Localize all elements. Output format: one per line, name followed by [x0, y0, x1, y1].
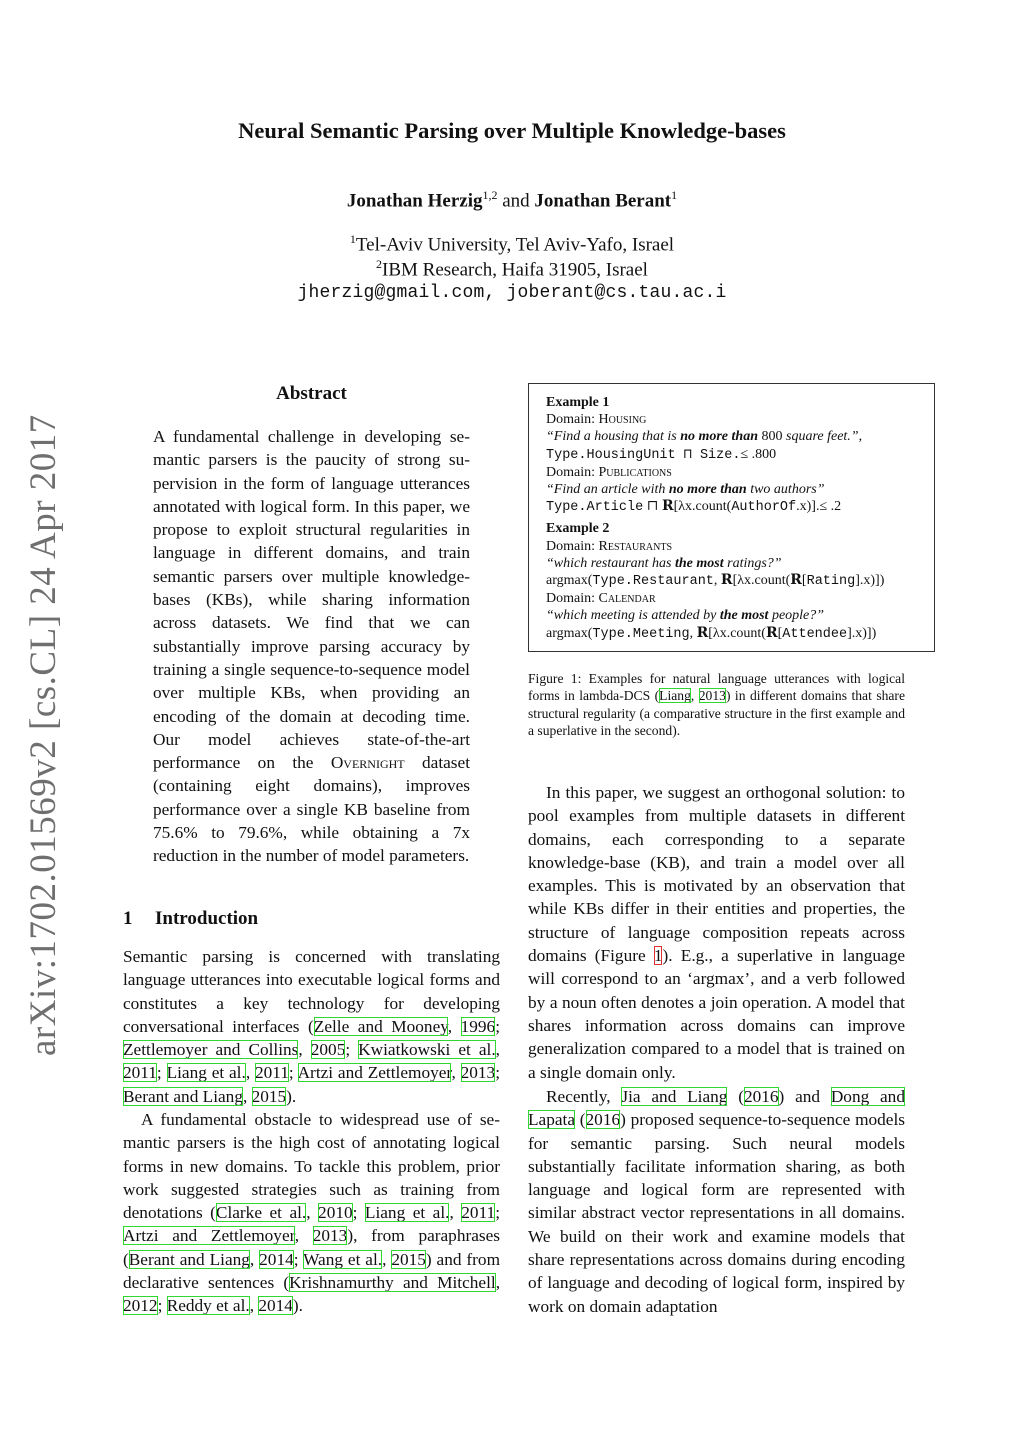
- citation-link[interactable]: Artzi and Zettlemoyer: [123, 1226, 295, 1246]
- citation-link[interactable]: Berant and Liang: [128, 1249, 250, 1269]
- figure-ref-link[interactable]: 1: [653, 946, 663, 966]
- domain-publications: Publications: [598, 464, 672, 480]
- domain-restaurants: Restaurants: [598, 538, 673, 554]
- caption-text: ) in different domains that share structural regularity (a comparative structure in the first example and a superlative in the second).: [528, 688, 905, 739]
- logical-form-op: argmax(: [546, 625, 593, 641]
- figure-1-content: [546, 394, 936, 643]
- author-2-affil: 1: [671, 188, 678, 202]
- logical-form-op: .x)].≤ .2: [796, 499, 842, 515]
- utterance-emphasis: the most: [675, 555, 724, 571]
- abstract-body: [153, 425, 470, 868]
- utterance: “which restaurant has: [546, 555, 675, 571]
- author-conj: and: [497, 190, 535, 212]
- paragraph-text: ), from paraphrases (: [123, 1226, 501, 1269]
- abstract-heading: Abstract: [276, 383, 347, 404]
- citation-year-link[interactable]: 1996: [460, 1016, 496, 1036]
- utterance: “Find an article with: [546, 482, 669, 498]
- section-title: Introduction: [155, 908, 259, 929]
- affiliation-1-mark: 1: [349, 232, 356, 246]
- domain-label: Domain:: [546, 412, 599, 428]
- reverse-operator: R: [765, 624, 778, 641]
- abstract-text-part1: A fundamental challenge in developing semantic parsers is the paucity of strong supervision in the form of language utterances annotated with logical form. In this paper, we propose to exploit structural regularities in language in different domains, and train semantic parsers over multiple knowledge-bases (KBs), while sharing information across datasets. We find that we can substantially improve parsing accuracy by training a single sequence-to-sequence model over multiple KBs, when providing an encoding of the domain at decoding time. Our model achieves state-of-the-art performance on the: [153, 427, 470, 773]
- utterance-emphasis: the most: [719, 608, 769, 624]
- affiliation-1: [0, 232, 1024, 256]
- utterance-number: 800: [758, 429, 786, 445]
- example-2-label: Example 2: [546, 521, 610, 537]
- paragraph-text: Semantic parsing is concerned with translating language utterances into executable logical forms and constitutes a key technology for developing conversational interfaces (: [123, 947, 500, 1036]
- citation-link[interactable]: Liang et al.: [166, 1063, 246, 1083]
- logical-form-op: ,: [689, 625, 697, 641]
- citation-link[interactable]: Clarke et al.: [215, 1203, 307, 1223]
- logical-form-relation: Rating: [806, 574, 856, 590]
- reverse-operator: R: [720, 572, 733, 589]
- reverse-operator: R: [661, 498, 674, 515]
- logical-form-op: ,: [713, 573, 721, 589]
- citation-link[interactable]: Jia and Liang: [621, 1087, 728, 1106]
- author-2: Jonathan Berant: [534, 190, 672, 212]
- author-1-affil: 1,2: [482, 188, 498, 202]
- utterance: square feet.”: [786, 429, 859, 445]
- citation-link[interactable]: Kwiatkowski et al.: [358, 1040, 496, 1060]
- citation-year-link[interactable]: 2011: [461, 1203, 496, 1223]
- utterance: “which meeting is attended by: [546, 608, 720, 624]
- citation-year-link[interactable]: 2016: [743, 1087, 779, 1106]
- paragraph-text: In this paper, we suggest an orthogonal solution: to pool examples from multiple datasets in different domains, each corresponding to a separate knowledge-base (KB), and train a model over all examples. This is motivated by an observation that while KBs differ in their entities and properties, the structure of language composition repeats across domains (Figure: [528, 783, 905, 966]
- figure-1-caption: Figure 1: Examples for natural language utterances with logical forms in lambda-DCS (Liang, 2013) in different domains that share structural regularity (a comparative structure in the first example and a superlative in the second).: [528, 671, 905, 739]
- utterance: ratings?”: [723, 555, 782, 571]
- logical-form-op: [λx.count(: [732, 573, 791, 589]
- logical-form-op: ⊓: [643, 499, 662, 515]
- domain-label: Domain:: [546, 538, 599, 554]
- author-line: [0, 188, 1024, 212]
- example-1-label: Example 1: [546, 395, 610, 410]
- logical-form: Type.HousingUnit ⊓ Size.: [546, 447, 741, 463]
- citation-link[interactable]: Zettlemoyer and Collins: [123, 1040, 299, 1060]
- paragraph-text: ).: [286, 1086, 297, 1106]
- citation-link[interactable]: Berant and Liang: [123, 1086, 243, 1106]
- logical-form-op: ].x)]): [847, 625, 877, 641]
- citation-link[interactable]: Wang et al.: [303, 1249, 383, 1269]
- logical-form-relation: Attendee: [782, 626, 848, 642]
- domain-calendar: Calendar: [598, 591, 656, 607]
- citation-link[interactable]: Artzi and Zettlemoyer: [297, 1063, 452, 1083]
- section-number: 1: [123, 908, 133, 929]
- citation-link[interactable]: Liang et al.: [364, 1203, 450, 1223]
- affiliation-2-mark: 2: [376, 257, 383, 271]
- intro-paragraph-1: Semantic parsing is concerned with translating language utterances into executable logical forms and constitutes a key technology for developing conversational interfaces (Zelle and Mooney, 1996; Zettlemoyer and Collins, 2005; Kwiatkowski et al., 2011; Liang et al., 2011; Artzi and Zettlemoyer, 2013; Berant and Liang, 2015).: [123, 947, 500, 1106]
- citation-year-link[interactable]: 2013: [698, 688, 726, 704]
- citation-link[interactable]: Reddy et al.: [166, 1296, 250, 1316]
- domain-housing: Housing: [598, 412, 647, 428]
- citation-year-link[interactable]: 2014: [259, 1249, 294, 1269]
- paragraph-text: ). E.g., a superlative in language will correspond to an ‘argmax’, and a verb followed by a noun often denotes a join operation. A model that shares information across domains can improve generalization compared to a model that is trained on a single domain only.: [528, 946, 906, 1082]
- utterance-punct: ,: [858, 429, 863, 445]
- affiliation-2: [0, 257, 1024, 281]
- logical-form: Type.Article: [546, 500, 644, 516]
- paragraph-text: ) and: [778, 1087, 831, 1106]
- citation-year-link[interactable]: 2005: [310, 1040, 346, 1060]
- utterance-emphasis: no more than: [668, 482, 747, 498]
- intro-paragraph-2: A fundamental obstacle to widespread use of semantic parsers is the high cost of annotating logical forms in new domains. To tackle this problem, prior work suggested strategies such as training from denotations (Clarke et al., 2010; Liang et al., 2011; Artzi and Zettlemoyer, 2013), from paraphrases (Berant and Liang, 2014; Wang et al., 2015) and from declarative sentences (Krishnamurthy and Mitchell, 2012; Reddy et al., 2014).: [123, 1110, 501, 1316]
- citation-year-link[interactable]: 2011: [123, 1063, 157, 1083]
- citation-link[interactable]: Dong and Lapata: [528, 1087, 905, 1130]
- citation-link[interactable]: Zelle and Mooney: [313, 1016, 448, 1036]
- citation-year-link[interactable]: 2015: [251, 1086, 287, 1106]
- citation-year-link[interactable]: 2013: [460, 1063, 496, 1083]
- logical-form-relation: AuthorOf: [731, 500, 797, 516]
- logical-form-op: [λx.count(: [673, 499, 732, 515]
- logical-form: Type.Restaurant: [592, 574, 714, 590]
- logical-form-tail: ≤ .800: [740, 446, 777, 462]
- citation-year-link[interactable]: 2011: [254, 1063, 289, 1083]
- paragraph-text: ).: [292, 1296, 303, 1316]
- reverse-operator: R: [696, 624, 709, 641]
- domain-label: Domain:: [546, 591, 599, 607]
- logical-form: Type.Meeting: [592, 626, 690, 642]
- paragraph-text: ) proposed sequence-to-sequence models for semantic parsing. Such neural models substantially facilitate information sharing, as both language and logical form are represented with similar abstract vector representations in all domains. We build on their work and examine models that share representations across domains during encoding of language and decoding of logical form, inspired by work on domain adaptation: [528, 1110, 905, 1316]
- logical-form-op: [: [777, 625, 783, 641]
- citation-year-link[interactable]: 2014: [258, 1296, 293, 1316]
- utterance: “Find a housing that is: [546, 429, 681, 445]
- paragraph-text: Recently,: [546, 1087, 622, 1106]
- utterance: two authors”: [746, 482, 825, 498]
- abstract-text-part2: dataset (containing eight domains), improves performance over a single KB baseline from 75.6% to 79.6%, while obtaining a 7x reduction in the number of model parameters.: [153, 753, 470, 866]
- dataset-name: Overnight: [330, 753, 405, 773]
- logical-form-op: ].x)]): [855, 573, 885, 589]
- citation-year-link[interactable]: 2010: [318, 1203, 353, 1223]
- logical-form-op: argmax(: [546, 573, 593, 589]
- affiliation-2-text: IBM Research, Haifa 31905, Israel: [382, 259, 648, 281]
- caption-text: Figure 1: Examples for natural language utterances with logical forms in lambda-DCS (: [528, 671, 905, 704]
- reverse-operator: R: [790, 572, 802, 589]
- paper-title: Neural Semantic Parsing over Multiple Knowledge-bases: [238, 118, 786, 143]
- citation-link[interactable]: Liang: [659, 688, 691, 704]
- utterance-emphasis: no more than: [680, 429, 758, 445]
- citation-year-link[interactable]: 2013: [312, 1226, 348, 1246]
- citation-year-link[interactable]: 2016: [585, 1110, 621, 1130]
- right-paragraph-1: [528, 781, 905, 1084]
- paragraph-text: A fundamental obstacle to widespread use of semantic parsers is the high cost of annotating logical forms in new domains. To tackle this problem, prior work suggested strategies such as training from denotations (: [123, 1110, 500, 1223]
- domain-label: Domain:: [546, 464, 599, 480]
- paragraph-text: ) and from declarative sentences (: [123, 1249, 501, 1293]
- right-paragraph-2: Recently, Jia and Liang (2016) and Dong and Lapata (2016) proposed sequence-to-sequence models for semantic parsing. Such neural models substantially facilitate information sharing, as both language and logical form are represented with similar abstract vector representations in all domains. We build on their work and examine models that share representations across domains during encoding of language and decoding of logical form, inspired by work on domain adaptation: [528, 1087, 905, 1316]
- citation-year-link[interactable]: 2015: [391, 1249, 426, 1269]
- logical-form-op: [: [801, 573, 807, 589]
- utterance: people?”: [768, 608, 825, 624]
- affiliation-1-text: Tel-Aviv University, Tel Aviv-Yafo, Israel: [355, 234, 675, 256]
- logical-form-op: [λx.count(: [708, 625, 766, 641]
- section-heading-introduction: [123, 908, 258, 930]
- author-emails: jherzig@gmail.com, joberant@cs.tau.ac.i: [297, 283, 727, 303]
- author-1: Jonathan Herzig: [346, 190, 483, 212]
- arxiv-stamp: arXiv:1702.01569v2 [cs.CL] 24 Apr 2017: [23, 414, 64, 1056]
- citation-link[interactable]: Krishnamurthy and Mitchell: [289, 1273, 496, 1293]
- citation-year-link[interactable]: 2012: [123, 1296, 158, 1316]
